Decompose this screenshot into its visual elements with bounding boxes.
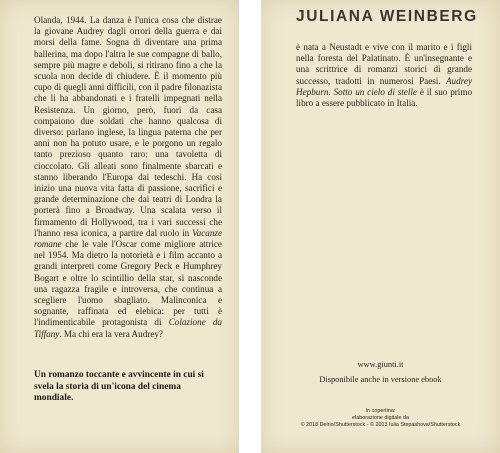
film-title-colazione: Colazione da Tiffany <box>34 317 222 339</box>
synopsis-text <box>34 15 222 340</box>
cover-credits <box>261 408 500 429</box>
synopsis-paragraph <box>34 15 222 340</box>
book-title: Audrey Hepburn. Sotto un cielo di stelle <box>296 75 472 97</box>
credits-line: © 2018 Delrio/Shutterstock - © 2013 Iulia Stepashova/Shutterstock <box>300 422 461 428</box>
synopsis-end: . Ma chi era la vera Audrey? <box>59 328 163 339</box>
publisher-website: www.giunti.it <box>357 360 404 369</box>
author-bio <box>296 42 472 109</box>
credits-line: In copertina: <box>365 408 396 414</box>
film-title-vacanze-romane: Vacanze romane <box>34 227 223 250</box>
ebook-note: Disponibile anche in versione ebook <box>319 375 442 384</box>
author-name: JULIANA WEINBERG <box>296 8 478 25</box>
bio-text-2: è il suo primo libro a essere pubblicato in Italia. <box>296 86 473 109</box>
closing-tagline: Un romanzo toccante e avvincente in cui si svela la storia di un'icona del cinema mondiale. <box>34 370 204 404</box>
credits-line: elaborazione digitale da <box>352 415 409 421</box>
synopsis-main: Olanda, 1944. La danza è l'unica cosa che distrae la giovane Audrey dagli orrori della guerra e dai morsi della fame. Sogna di diventare una prima ballerina, ma dopo l'altra le sue compagne di ballo, sempre più magre e deboli, si ritirano fino a che la scuola non decide di chiudere. È il momento più cupo di quegli anni difficili, con il padre filonazista che li ha abbandonati e i fratelli impegnati nella Resistenza. Un giorno, però, fuori da casa compaiono due soldati che hanno qualcosa di diverso: parlano inglese, la lingua paterna che per anni non ha potuto usare, e le porgono un regalo tanto prezioso quanto raro: una tavoletta di cioccolato. Gli alleati sono finalmente sbarcati e stanno liberando l'Europa dai tedeschi. Ha così inizio una nuova vita fatta di passione, sacrifici e grande determinazione che dai teatri di Londra la porterà fino a Broadway. Una scalata verso il firmamento di Hollywood, tra i vari successi che l'hanno resa iconica, a partire dal ruolo in <box>34 15 222 238</box>
bio-text-1: è nata a Neustadt e vive con il marito e i figli nella foresta del Palatinato. È un'insegnante e una scrittrice di romanzi storici di grande successo, tradotti in numerosi Paesi. <box>296 42 472 86</box>
synopsis-continued: che le vale l'Oscar come migliore attrice nel 1954. Ma dietro la notorietà e i film accanto a grandi interpreti come Gregory Peck e Humphrey Bogart e oltre lo scintillio della star, si nasconde una ragazza fragile e introversa, che continua a scegliere l'uomo sbagliato. Malinconica e sognante, raffinata ed elebica: per tutti è l'indimenticabile protagonista di <box>34 239 222 328</box>
